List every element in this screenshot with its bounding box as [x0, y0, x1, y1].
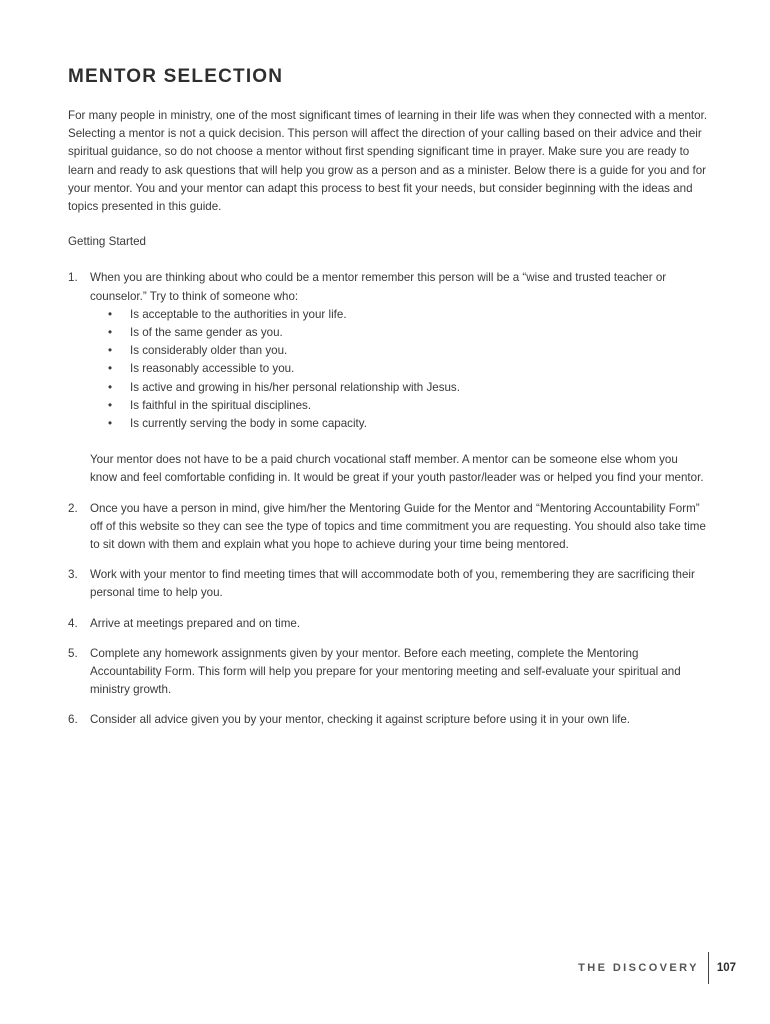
criteria-text: Is acceptable to the authorities in your life. [130, 307, 347, 321]
step-note: Your mentor does not have to be a paid church vocational staff member. A mentor can be someone else whom you know and feel comfortable confiding in. It would be great if your youth pastor/leader was or helped you find your mentor. [90, 453, 704, 485]
step-item [68, 711, 708, 729]
step-text: Arrive at meetings prepared and on time. [90, 616, 301, 630]
criteria-text: Is currently serving the body in some capacity. [130, 417, 367, 431]
criteria-text: Is active and growing in his/her personal relationship with Jesus. [130, 380, 460, 394]
page-number: 107 [716, 962, 736, 974]
criteria-text: Is reasonably accessible to you. [130, 362, 295, 376]
step-text: When you are thinking about who could be a mentor remember this person will be a “wise and trusted teacher or counselor.” Try to think of someone who: [90, 271, 667, 303]
criteria-text: Is considerably older than you. [130, 344, 288, 358]
step-item [68, 269, 708, 487]
step-number: 5. [68, 646, 78, 660]
footer-divider [708, 952, 709, 984]
criteria-item [108, 324, 708, 342]
step-number: 4. [68, 616, 78, 630]
step-number: 6. [68, 713, 78, 727]
criteria-text: Is of the same gender as you. [130, 326, 283, 340]
step-text: Complete any homework assignments given by your mentor. Before each meeting, complete the Mentoring Accountability Form. This form will help you prepare for your mentoring meeting and self-evaluate your spiritual and ministry growth. [90, 646, 681, 697]
step-text: Once you have a person in mind, give him/her the Mentoring Guide for the Mentor and “Mentoring Accountability Form” off of this website so they can see the type of topics and time commitment you are requesting. You should also take time to sit down with them and explain what you hope to achieve during your time being mentored. [90, 501, 706, 552]
step-item [68, 500, 708, 555]
bullet-marker: • [108, 344, 113, 358]
step-item [68, 566, 708, 602]
criteria-item [108, 306, 708, 324]
step-item [68, 615, 708, 633]
steps-list [68, 269, 708, 729]
bullet-marker: • [108, 380, 113, 394]
criteria-item [108, 342, 708, 360]
footer-book-title: THE DISCOVERY [578, 962, 699, 974]
criteria-item [108, 415, 708, 433]
criteria-item [108, 397, 708, 415]
step-text: Consider all advice given you by your mentor, checking it against scripture before using it in your own life. [90, 713, 631, 727]
bullet-marker: • [108, 307, 113, 321]
page-title: MENTOR SELECTION [68, 66, 284, 87]
page-footer [578, 952, 736, 984]
step-number: 2. [68, 501, 78, 515]
section-subheading: Getting Started [68, 235, 146, 249]
intro-paragraph: For many people in ministry, one of the most significant times of learning in their life was when they connected with a mentor. Selecting a mentor is not a quick decision. This person will affect the direction of your calling based on their advice and their spiritual guidance, so do not choose a mentor without first spending significant time in prayer. Make sure you are ready to learn and ready to ask questions that will help you grow as a person and as a minister. Below there is a guide for you and for your mentor. You and your mentor can adapt this process to best fit your needs, but consider beginning with the ideas and topics presented in this guide. [68, 109, 708, 214]
criteria-text: Is faithful in the spiritual disciplines. [130, 398, 312, 412]
step-item [68, 645, 708, 700]
step-number: 1. [68, 271, 78, 285]
bullet-marker: • [108, 326, 113, 340]
step-number: 3. [68, 568, 78, 582]
bullet-marker: • [108, 417, 113, 431]
document-body [68, 107, 708, 742]
step-text: Work with your mentor to find meeting times that will accommodate both of you, remembering they are sacrificing their personal time to help you. [90, 568, 695, 600]
criteria-list [90, 306, 708, 433]
criteria-item [108, 360, 708, 378]
bullet-marker: • [108, 398, 113, 412]
bullet-marker: • [108, 362, 113, 376]
criteria-item [108, 379, 708, 397]
